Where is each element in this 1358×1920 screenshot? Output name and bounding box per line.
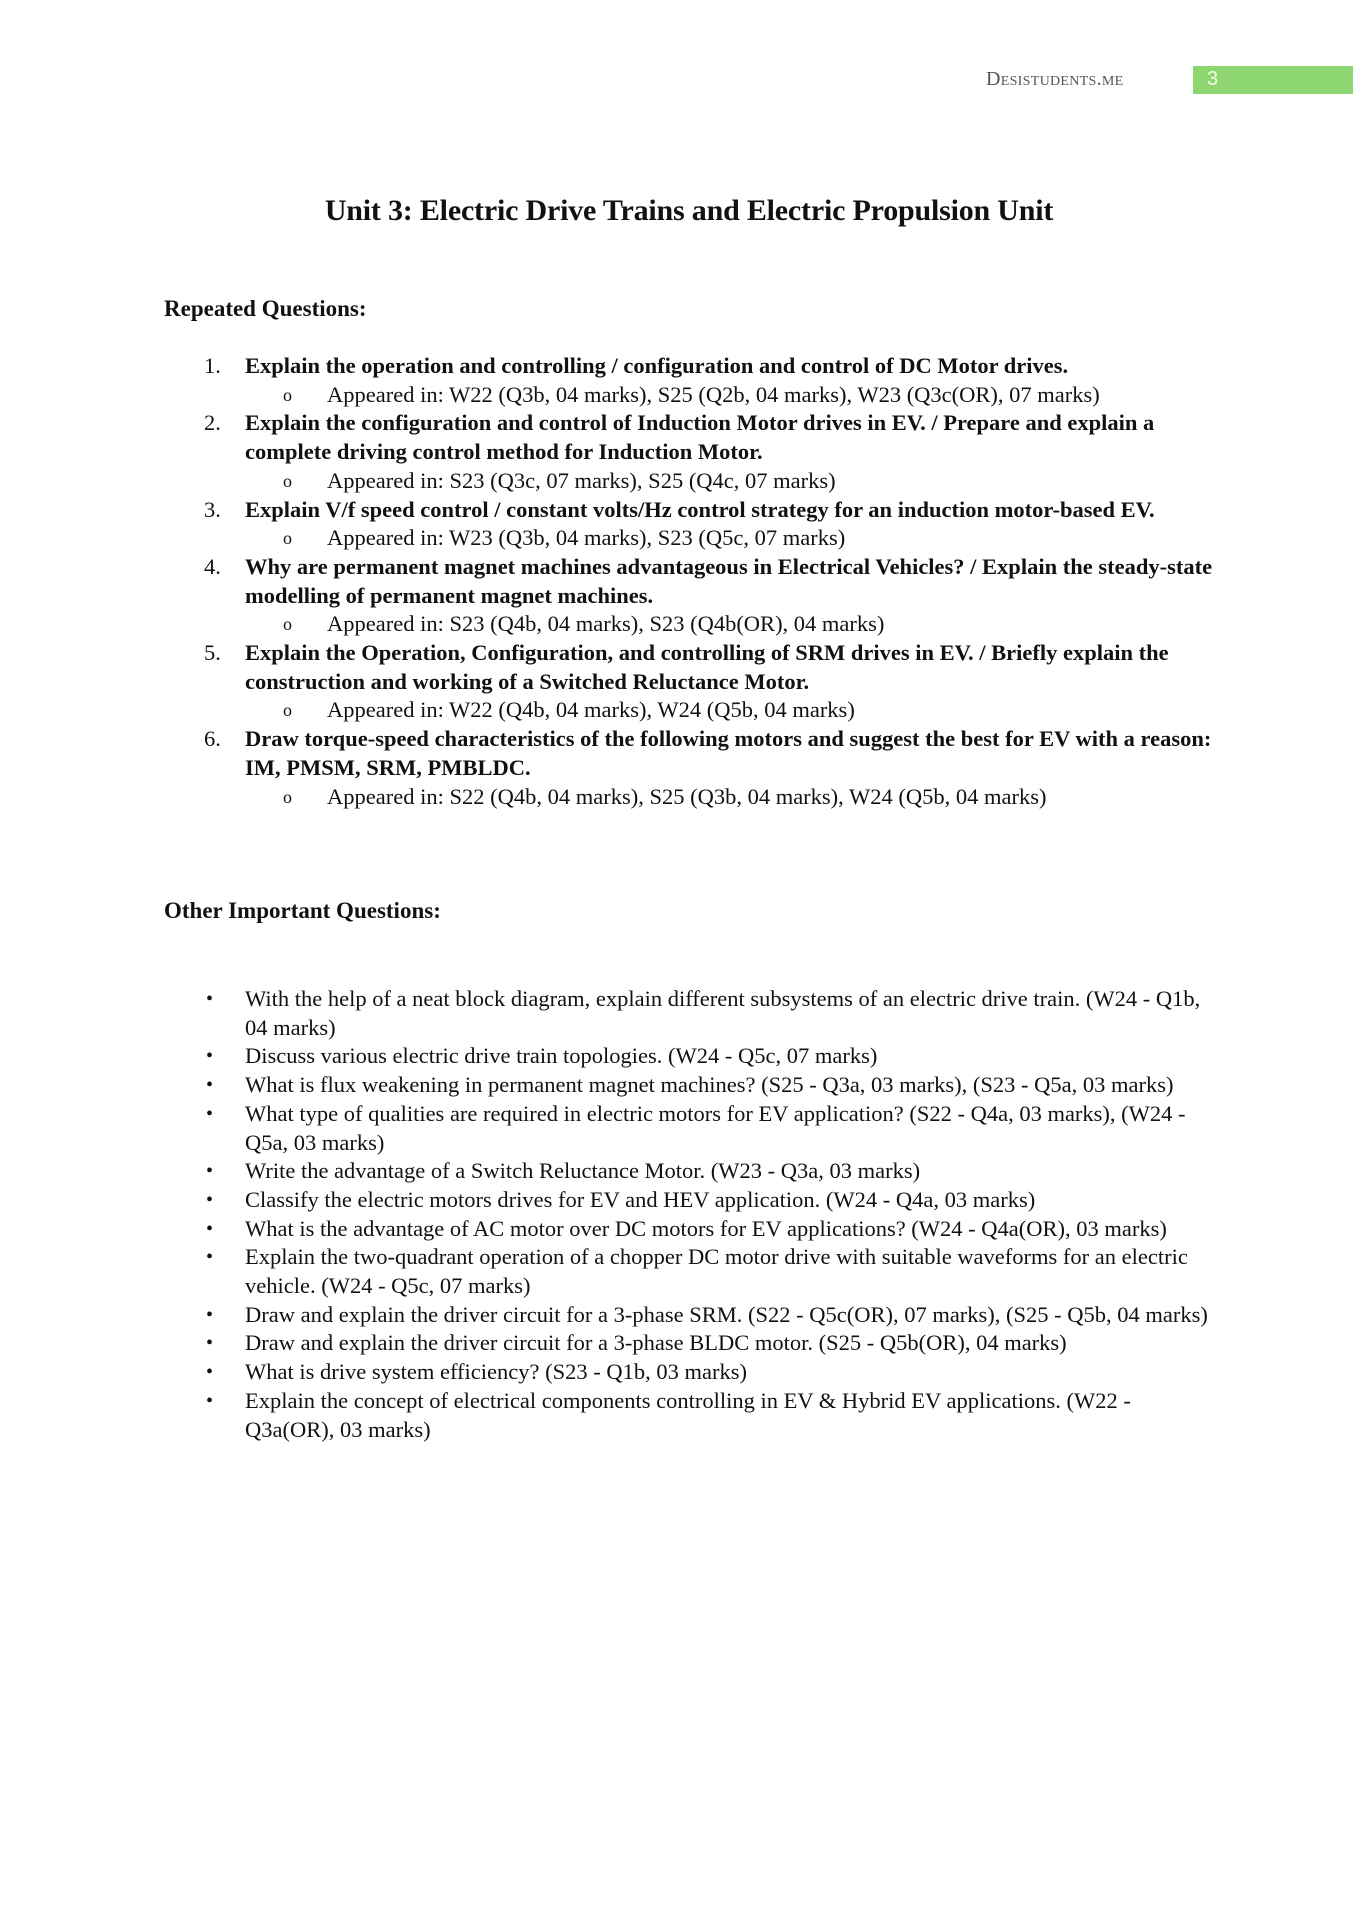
bullet-icon: • (206, 1102, 214, 1125)
bullet-icon: • (206, 1332, 214, 1355)
other-question-text: Explain the concept of electrical components controlling in EV & Hybrid EV applications. (W22 - Q3a(OR), 03 marks) (245, 1387, 1131, 1442)
other-question-item (164, 985, 1214, 1042)
page-number-badge (1193, 66, 1353, 94)
question-number: 1. (204, 353, 221, 378)
other-question-text: What type of qualities are required in electric motors for EV application? (S22 - Q4a, 03 marks), (W24 - Q5a, 03 marks) (245, 1100, 1186, 1155)
other-question-text: Draw and explain the driver circuit for a 3-phase SRM. (S22 - Q5c(OR), 07 marks), (S25 - Q5b, 04 marks) (245, 1301, 1208, 1327)
other-question-item (164, 1215, 1214, 1244)
document-title: Unit 3: Electric Drive Trains and Electric Propulsion Unit (324, 194, 1054, 227)
page-header (0, 66, 1358, 96)
other-question-item (164, 1100, 1214, 1157)
bullet-icon: • (206, 1188, 214, 1211)
other-question-text: What is drive system efficiency? (S23 - Q1b, 03 marks) (245, 1359, 747, 1385)
appeared-in-text: Appeared in: S22 (Q4b, 04 marks), S25 (Q3b, 04 marks), W24 (Q5b, 04 marks) (327, 783, 1047, 809)
appeared-in-text: Appeared in: W22 (Q3b, 04 marks), S25 (Q2b, 04 marks), W23 (Q3c(OR), 07 marks) (327, 381, 1100, 407)
appeared-in-text: Appeared in: W23 (Q3b, 04 marks), S23 (Q5c, 07 marks) (327, 525, 846, 551)
other-question-item (164, 1042, 1214, 1071)
appeared-in (245, 467, 1214, 496)
other-question-text: Explain the two-quadrant operation of a chopper DC motor drive with suitable waveforms for an electric vehicle. (W24 - Q5c, 07 marks) (245, 1244, 1188, 1299)
repeated-question-item (164, 639, 1214, 725)
appeared-in (245, 610, 1214, 639)
bullet-icon: • (206, 1045, 214, 1068)
other-question-text: Draw and explain the driver circuit for a 3-phase BLDC motor. (S25 - Q5b(OR), 04 marks) (245, 1330, 1067, 1356)
appeared-in-text: Appeared in: W22 (Q4b, 04 marks), W24 (Q5b, 04 marks) (327, 697, 855, 723)
other-question-item (164, 1186, 1214, 1215)
repeated-question-item (164, 409, 1214, 495)
other-question-item (164, 1329, 1214, 1358)
question-number: 4. (204, 553, 221, 579)
repeated-question-item (164, 725, 1214, 811)
question-number: 6. (204, 726, 221, 752)
sub-bullet-icon: o (283, 700, 292, 721)
question-text: Explain V/f speed control / constant volts/Hz control strategy for an induction motor-based EV. (245, 496, 1155, 522)
bullet-icon: • (206, 1074, 214, 1097)
sub-bullet-icon: o (283, 614, 292, 635)
sub-bullet-icon: o (283, 528, 292, 549)
repeated-question-item (164, 496, 1214, 553)
page-number: 3 (1207, 68, 1219, 90)
appeared-in-text: Appeared in: S23 (Q3c, 07 marks), S25 (Q4c, 07 marks) (327, 467, 836, 493)
bullet-icon: • (206, 988, 214, 1010)
appeared-in (245, 696, 1214, 725)
appeared-in (245, 783, 1214, 812)
other-question-item (164, 1157, 1214, 1186)
appeared-in-text: Appeared in: S23 (Q4b, 04 marks), S23 (Q4b(OR), 04 marks) (327, 611, 885, 637)
bullet-icon: • (206, 1246, 214, 1269)
question-text: Explain the Operation, Configuration, and controlling of SRM drives in EV. / Briefly explain the construction and working of a Switched Reluctance Motor. (245, 640, 1169, 694)
other-question-item (164, 1301, 1214, 1330)
other-questions-heading: Other Important Questions: (164, 898, 441, 923)
question-text: Explain the operation and controlling / configuration and control of DC Motor drives. (245, 353, 1069, 378)
other-question-text: With the help of a neat block diagram, explain different subsystems of an electric drive train. (W24 - Q1b, 04 marks) (245, 986, 1201, 1040)
bullet-icon: • (206, 1389, 214, 1412)
repeated-questions-heading: Repeated Questions: (164, 296, 367, 321)
sub-bullet-icon: o (283, 470, 292, 491)
other-question-item (164, 1387, 1214, 1444)
question-number: 3. (204, 496, 221, 522)
other-question-text: What is flux weakening in permanent magnet machines? (S25 - Q3a, 03 marks), (S23 - Q5a, 03 marks) (245, 1072, 1174, 1098)
question-text: Why are permanent magnet machines advantageous in Electrical Vehicles? / Explain the steady-state modelling of permanent magnet machines. (245, 553, 1213, 608)
other-question-item (164, 1358, 1214, 1387)
repeated-questions-list (164, 352, 1214, 811)
sub-bullet-icon: o (283, 384, 292, 405)
appeared-in (245, 381, 1214, 410)
question-number: 2. (204, 410, 221, 436)
other-questions-list (164, 985, 1214, 1444)
question-text: Explain the configuration and control of Induction Motor drives in EV. / Prepare and explain a complete driving control method for Induction Motor. (245, 410, 1155, 465)
bullet-icon: • (206, 1303, 214, 1326)
question-number: 5. (204, 640, 221, 666)
other-question-text: Discuss various electric drive train topologies. (W24 - Q5c, 07 marks) (245, 1043, 878, 1069)
other-question-text: Classify the electric motors drives for EV and HEV application. (W24 - Q4a, 03 marks) (245, 1186, 1036, 1212)
bullet-icon: • (206, 1361, 214, 1384)
other-question-item (164, 1071, 1214, 1100)
other-question-text: Write the advantage of a Switch Reluctance Motor. (W23 - Q3a, 03 marks) (245, 1158, 921, 1184)
question-text: Draw torque-speed characteristics of the following motors and suggest the best for EV with a reason: IM, PMSM, SRM, PMBLDC. (245, 726, 1212, 780)
repeated-question-item (164, 352, 1214, 409)
other-question-item (164, 1243, 1214, 1300)
other-question-text: What is the advantage of AC motor over DC motors for EV applications? (W24 - Q4a(OR), 03 marks) (245, 1215, 1167, 1241)
repeated-question-item (164, 553, 1214, 639)
bullet-icon: • (206, 1217, 214, 1240)
bullet-icon: • (206, 1160, 214, 1183)
site-name: Desistudents.me (986, 68, 1124, 90)
sub-bullet-icon: o (283, 786, 292, 807)
appeared-in (245, 524, 1214, 553)
